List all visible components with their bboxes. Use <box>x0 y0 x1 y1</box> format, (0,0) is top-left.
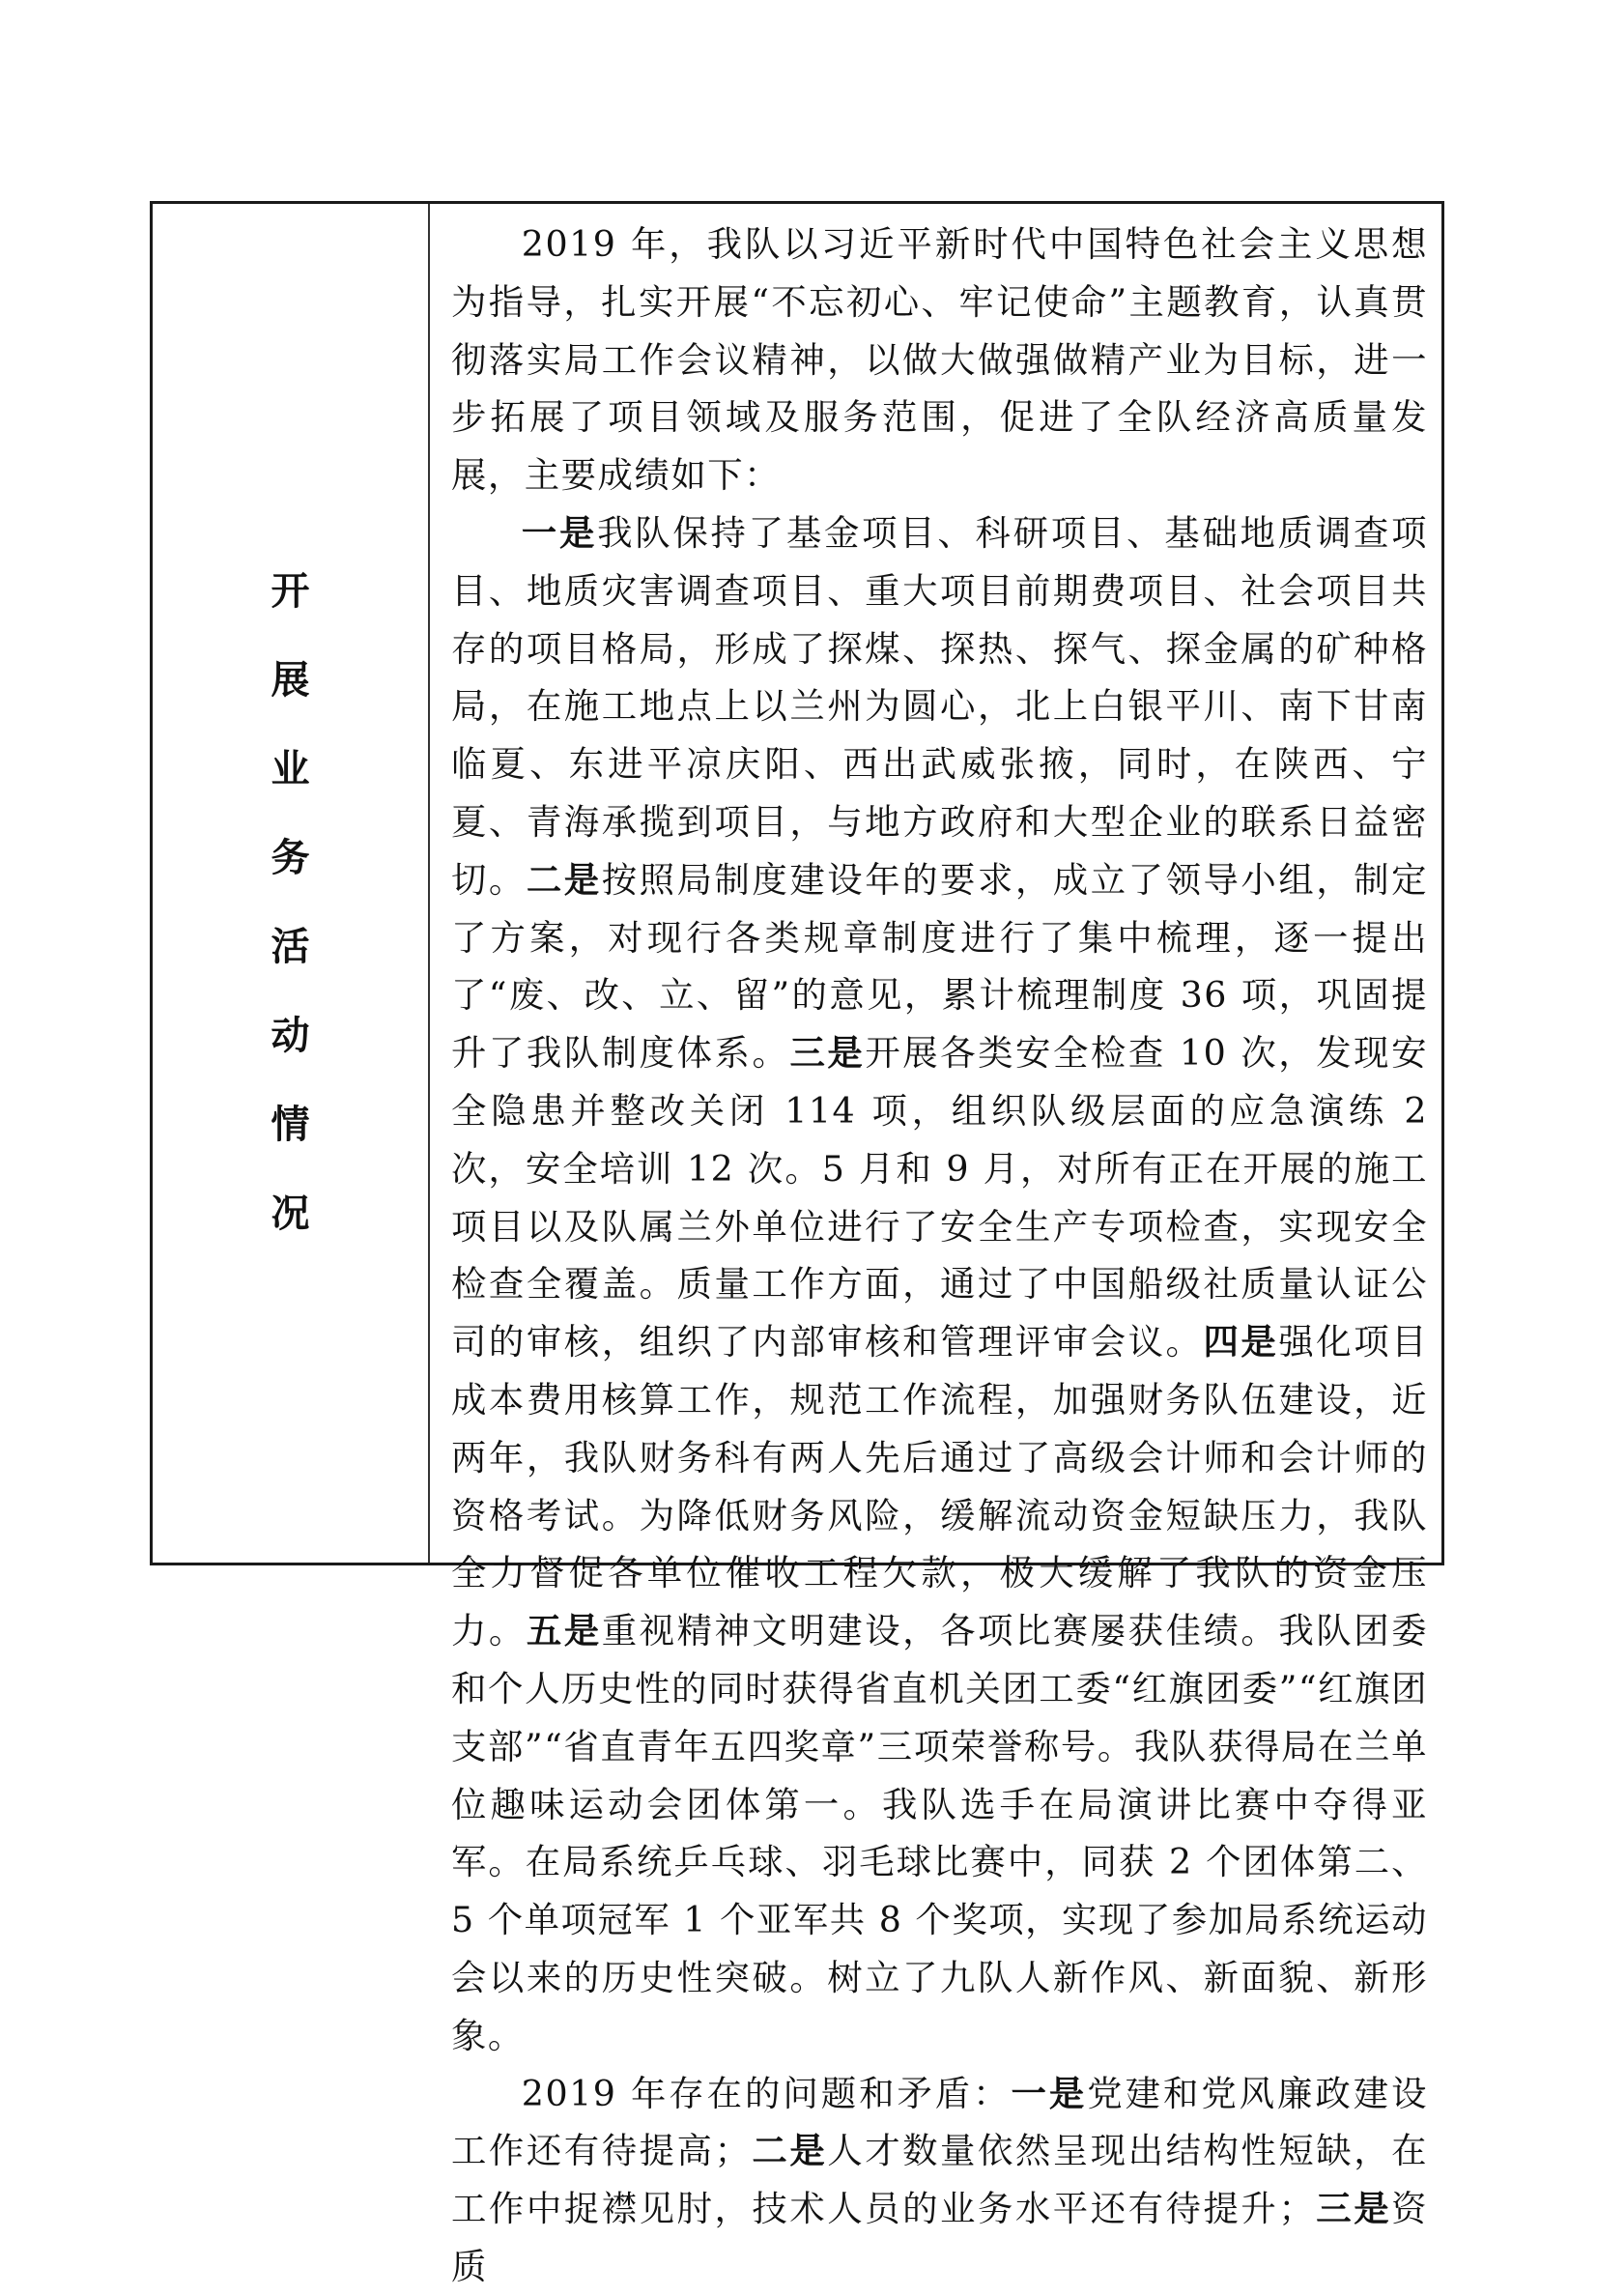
problems-intro: 2019 年存在的问题和矛盾： <box>521 2072 1012 2114</box>
section-label-char: 况 <box>271 1191 310 1236</box>
achievements-paragraph <box>451 504 1428 2065</box>
problems-paragraph <box>451 2065 1428 2296</box>
problem-marker-3: 三是 <box>1315 2188 1392 2230</box>
section-label-column <box>153 204 430 1563</box>
problem-text-2: 人才数量依然呈现出结构性短缺，在工作中捉襟见肘，技术人员的业务水平还有待提升； <box>451 2130 1429 2230</box>
problem-marker-1: 一是 <box>1011 2072 1088 2114</box>
section-label-char: 开 <box>271 568 310 614</box>
problem-marker-2: 二是 <box>751 2130 828 2172</box>
section-label-char: 展 <box>271 657 310 703</box>
point-marker-4: 四是 <box>1203 1321 1279 1363</box>
point-marker-1: 一是 <box>521 511 598 554</box>
section-label-char: 务 <box>271 835 310 880</box>
problem-text-1: 党建和党风廉政建设工作还有待提高； <box>451 2072 1429 2172</box>
problem-text-3: 资质 <box>451 2188 1429 2287</box>
section-label-char: 活 <box>271 924 310 969</box>
point-text-2: 按照局制度建设年的要求，成立了领导小组，制定了方案，对现行各类规章制度进行了集中梳理，逐一提出了“废、改、立、留”的意见，累计梳理制度 36 项，巩固提升了我队制度体系。 <box>451 858 1429 1075</box>
section-label-char: 动 <box>271 1013 310 1058</box>
point-text-1: 我队保持了基金项目、科研项目、基础地质调查项目、地质灾害调查项目、重大项目前期费项目、社会项目共存的项目格局，形成了探煤、探热、探气、探金属的矿种格局，在施工地点上以兰州为圆心，北上白银平川、南下甘南临夏、东进平凉庆阳、西出武威张掖，同时，在陕西、宁夏、青海承揽到项目，与地方政府和大型企业的联系日益密切。 <box>451 511 1429 901</box>
point-text-5: 重视精神文明建设，各项比赛屡获佳绩。我队团委和个人历史性的同时获得省直机关团工委“红旗团委”“红旗团支部”“省直青年五四奖章”三项荣誉称号。我队获得局在兰单位趣味运动会团体第一。我队选手在局演讲比赛中夺得亚军。在局系统乒乓球、羽毛球比赛中，同获 2 个团体第二、5 个单项冠军 1 个亚军共 8 个奖项，实现了参加局系统运动会以来的历史性突破。树立了九队人新作风、新面貌、新形象。 <box>451 1610 1429 2056</box>
point-marker-2: 二是 <box>526 858 602 901</box>
info-table <box>150 201 1444 2287</box>
point-text-4: 强化项目成本费用核算工作，规范工作流程，加强财务队伍建设，近两年，我队财务科有两人先后通过了高级会计师和会计师的资格考试。为降低财务风险，缓解流动资金短缺压力，我队全力督促各单位催收工程欠款，极大缓解了我队的资金压力。 <box>451 1321 1429 1652</box>
intro-paragraph: 2019 年，我队以习近平新时代中国特色社会主义思想为指导，扎实开展“不忘初心、牢记使命”主题教育，认真贯彻落实局工作会议精神，以做大做强做精产业为目标，进一步拓展了项目领域及服务范围，促进了全队经济高质量发展，主要成绩如下： <box>451 223 1428 497</box>
section-label-char: 业 <box>271 746 310 791</box>
point-marker-3: 三是 <box>789 1032 866 1075</box>
section-label-char: 情 <box>271 1102 310 1147</box>
content-column <box>430 204 1441 2287</box>
point-marker-5: 五是 <box>526 1610 602 1652</box>
point-text-3: 开展各类安全检查 10 次，发现安全隐患并整改关闭 114 项，组织队级层面的应急演练 2 次，安全培训 12 次。5 月和 9 月，对所有正在开展的施工项目以及队属兰外单位进行了安全生产专项检查，实现安全检查全覆盖。质量工作方面，通过了中国船级社质量认证公司的审核，组织了内部审核和管理评审会议。 <box>451 1032 1428 1363</box>
